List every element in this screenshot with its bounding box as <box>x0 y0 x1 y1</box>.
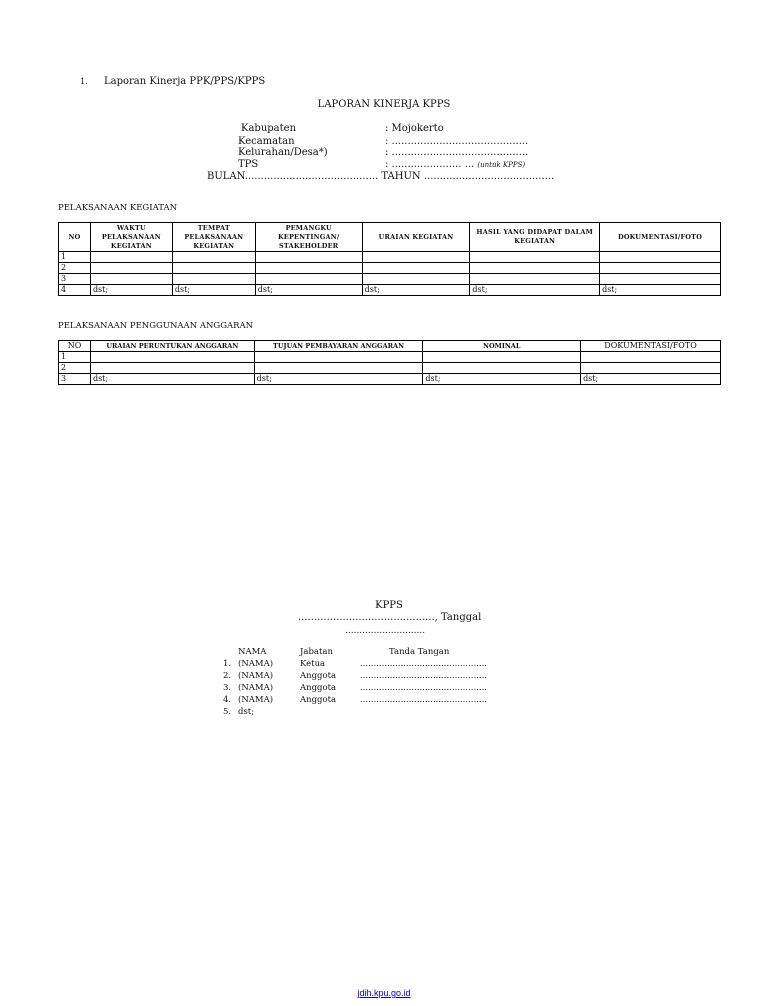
col-header: TEMPAT PELAKSANAAN KEGIATAN <box>172 223 255 252</box>
table-cell <box>172 252 255 263</box>
table-row <box>59 252 721 263</box>
sig-ttd: ............................................... <box>360 695 487 705</box>
table-cell: dst; <box>600 285 721 296</box>
kecamatan-label: Kecamatan <box>238 136 295 147</box>
col-ttd-header: Tanda Tangan <box>389 647 450 657</box>
table-cell: dst; <box>90 285 172 296</box>
table-cell: dst; <box>172 285 255 296</box>
sig-jabatan: Ketua <box>300 659 326 669</box>
table-cell <box>581 363 721 374</box>
col-header: URAIAN KEGIATAN <box>362 223 470 252</box>
tps-note: (untuk KPPS) <box>477 161 526 169</box>
heading-number: 1. <box>80 77 88 86</box>
kecamatan-value: : ........................................... <box>385 136 529 147</box>
col-header: NOMINAL <box>423 341 581 352</box>
table-row <box>59 263 721 274</box>
table-cell <box>470 263 600 274</box>
table-row <box>59 363 721 374</box>
anggaran-table <box>58 340 721 385</box>
signature-org: KPPS <box>375 600 403 611</box>
sig-ttd: ............................................... <box>360 671 487 681</box>
table-cell <box>362 252 470 263</box>
table-cell <box>255 274 362 285</box>
table-cell: dst; <box>90 374 254 385</box>
sig-num: 4. <box>223 695 232 705</box>
tps-dots: : ...................... ... <box>385 159 475 170</box>
sig-ttd: ............................................... <box>360 683 487 693</box>
table-cell <box>470 274 600 285</box>
sig-num: 3. <box>223 683 232 693</box>
col-header: DOKUMENTASI/FOTO <box>600 223 721 252</box>
table-cell: dst; <box>470 285 600 296</box>
table-row <box>59 374 721 385</box>
tps-value <box>385 159 525 170</box>
section-title-kegiatan: PELAKSANAAN KEGIATAN <box>58 203 178 213</box>
table-cell: 2 <box>59 363 91 374</box>
kegiatan-table <box>58 222 721 296</box>
table-cell: 3 <box>59 374 91 385</box>
table-cell <box>172 263 255 274</box>
col-header: URAIAN PERUNTUKAN ANGGARAN <box>90 341 254 352</box>
table-cell <box>254 363 423 374</box>
sig-jabatan: Anggota <box>300 683 337 693</box>
table-row <box>59 285 721 296</box>
table-cell <box>600 252 721 263</box>
table-cell <box>90 263 172 274</box>
table-cell <box>362 274 470 285</box>
col-header: DOKUMENTASI/FOTO <box>581 341 721 352</box>
section-title-anggaran: PELAKSANAAN PENGGUNAAN ANGGARAN <box>58 321 254 331</box>
table-cell: 2 <box>59 263 91 274</box>
tps-label: TPS <box>238 159 259 170</box>
table-cell: 1 <box>59 252 91 263</box>
table-cell <box>172 274 255 285</box>
footer-link[interactable]: jdih.kpu.go.id <box>357 988 411 998</box>
sig-nama: dst; <box>238 707 255 717</box>
table-cell: dst; <box>581 374 721 385</box>
table-cell <box>90 352 254 363</box>
table-cell <box>362 263 470 274</box>
kelurahan-label: Kelurahan/Desa*) <box>238 147 328 158</box>
table-cell: dst; <box>362 285 470 296</box>
table-cell <box>255 263 362 274</box>
heading-item <box>80 76 265 87</box>
table-cell: dst; <box>254 374 423 385</box>
table-cell <box>423 352 581 363</box>
col-nama-header: NAMA <box>238 647 267 657</box>
sig-ttd: ............................................... <box>360 659 487 669</box>
table-cell <box>90 274 172 285</box>
anggaran-header-row <box>59 341 721 352</box>
col-header: NO <box>59 223 91 252</box>
table-cell: dst; <box>255 285 362 296</box>
col-header: HASIL YANG DIDAPAT DALAM KEGIATAN <box>470 223 600 252</box>
signature-place-date: ..........................................., Tanggal <box>298 612 482 623</box>
sig-num: 2. <box>223 671 232 681</box>
table-cell <box>90 252 172 263</box>
bulan-tahun: BULAN.......................................... TAHUN ......................................... <box>207 171 555 182</box>
sig-jabatan: Anggota <box>300 695 337 705</box>
col-header: NO <box>59 341 91 352</box>
kegiatan-header-row <box>59 223 721 252</box>
kabupaten-value: : Mojokerto <box>385 123 444 134</box>
table-cell <box>581 352 721 363</box>
table-cell <box>255 252 362 263</box>
sig-num: 5. <box>223 707 232 717</box>
table-cell <box>600 263 721 274</box>
col-header: PEMANGKU KEPENTINGAN/ STAKEHOLDER <box>255 223 362 252</box>
table-cell: 3 <box>59 274 91 285</box>
col-header: TUJUAN PEMBAYARAN ANGGARAN <box>254 341 423 352</box>
table-cell <box>470 252 600 263</box>
sig-nama: (NAMA) <box>238 671 274 681</box>
sig-nama: (NAMA) <box>238 683 274 693</box>
table-cell <box>600 274 721 285</box>
col-jabatan-header: Jabatan <box>300 647 333 657</box>
col-header: WAKTU PELAKSANAAN KEGIATAN <box>90 223 172 252</box>
table-row <box>59 274 721 285</box>
table-cell: 1 <box>59 352 91 363</box>
table-cell <box>254 352 423 363</box>
kabupaten-label: Kabupaten <box>241 123 297 134</box>
table-cell <box>423 363 581 374</box>
kelurahan-value: : ........................................... <box>385 147 529 158</box>
table-cell: dst; <box>423 374 581 385</box>
sig-num: 1. <box>223 659 232 669</box>
table-row <box>59 352 721 363</box>
sig-jabatan: Anggota <box>300 671 337 681</box>
sig-nama: (NAMA) <box>238 695 274 705</box>
table-cell <box>90 363 254 374</box>
heading-text: Laporan Kinerja PPK/PPS/KPPS <box>104 76 266 87</box>
document-title: LAPORAN KINERJA KPPS <box>317 99 451 110</box>
signature-date-dots: ............................ <box>345 626 426 636</box>
sig-nama: (NAMA) <box>238 659 274 669</box>
table-cell: 4 <box>59 285 91 296</box>
